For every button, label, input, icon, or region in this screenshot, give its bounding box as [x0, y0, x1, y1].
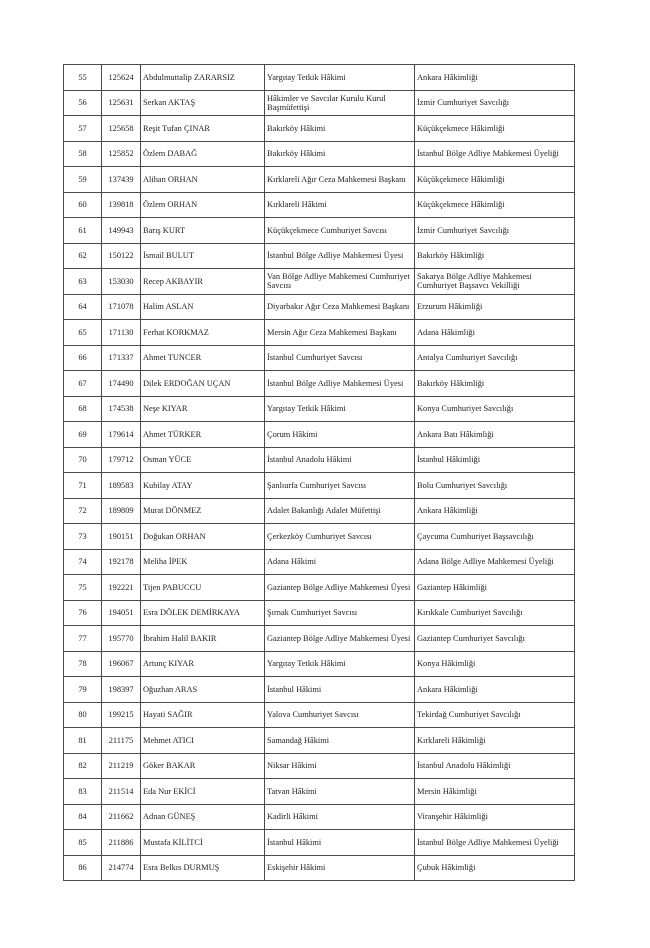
person-name: Barış KURT: [141, 218, 265, 244]
person-name: Özlem DABAĞ: [141, 141, 265, 167]
new-position: Ankara Batı Hâkimliği: [415, 422, 575, 448]
new-position: Bakırköy Hâkimliği: [415, 371, 575, 397]
person-name: Adnan GÜNEŞ: [141, 804, 265, 830]
current-position: Çorum Hâkimi: [265, 422, 415, 448]
registry-number: 198397: [102, 677, 141, 703]
new-position: Adana Hâkimliği: [415, 320, 575, 346]
table-row: [64, 243, 575, 269]
row-number: 61: [64, 218, 102, 244]
table-row: [64, 855, 575, 881]
registry-number: 211219: [102, 753, 141, 779]
registry-number: 125852: [102, 141, 141, 167]
person-name: Meliha İPEK: [141, 549, 265, 575]
current-position: Diyarbakır Ağır Ceza Mahkemesi Başkanı: [265, 294, 415, 320]
row-number: 85: [64, 830, 102, 856]
new-position: Viranşehir Hâkimliği: [415, 804, 575, 830]
person-name: Osman YÜCE: [141, 447, 265, 473]
registry-number: 139818: [102, 192, 141, 218]
table-row: [64, 447, 575, 473]
current-position: Mersin Ağır Ceza Mahkemesi Başkanı: [265, 320, 415, 346]
new-position: Çubuk Hâkimliği: [415, 855, 575, 881]
table-row: [64, 779, 575, 805]
registry-number: 194051: [102, 600, 141, 626]
registry-number: 125658: [102, 116, 141, 142]
new-position: Küçükçekmece Hâkimliği: [415, 167, 575, 193]
row-number: 64: [64, 294, 102, 320]
new-position: Erzurum Hâkimliği: [415, 294, 575, 320]
row-number: 71: [64, 473, 102, 499]
registry-number: 190151: [102, 524, 141, 550]
person-name: Murat DÖNMEZ: [141, 498, 265, 524]
new-position: Bolu Cumhuriyet Savcılığı: [415, 473, 575, 499]
registry-number: 189583: [102, 473, 141, 499]
person-name: İsmail BULUT: [141, 243, 265, 269]
new-position: Gaziantep Cumhuriyet Savcılığı: [415, 626, 575, 652]
registry-number: 211514: [102, 779, 141, 805]
row-number: 70: [64, 447, 102, 473]
registry-number: 137439: [102, 167, 141, 193]
row-number: 86: [64, 855, 102, 881]
row-number: 63: [64, 269, 102, 295]
current-position: Adana Hâkimi: [265, 549, 415, 575]
current-position: İstanbul Cumhuriyet Savcısı: [265, 345, 415, 371]
current-position: Adalet Bakanlığı Adalet Müfettişi: [265, 498, 415, 524]
current-position: Bakırköy Hâkimi: [265, 116, 415, 142]
person-name: Alihan ORHAN: [141, 167, 265, 193]
new-position: Antalya Cumhuriyet Savcılığı: [415, 345, 575, 371]
current-position: Gaziantep Bölge Adliye Mahkemesi Üyesi: [265, 575, 415, 601]
current-position: Yalova Cumhuriyet Savcısı: [265, 702, 415, 728]
current-position: İstanbul Anadolu Hâkimi: [265, 447, 415, 473]
new-position: Tekirdağ Cumhuriyet Savcılığı: [415, 702, 575, 728]
table-row: [64, 167, 575, 193]
person-name: Esra DÖLEK DEMİRKAYA: [141, 600, 265, 626]
current-position: Samandağ Hâkimi: [265, 728, 415, 754]
table-row: [64, 524, 575, 550]
table-row: [64, 396, 575, 422]
person-name: Mustafa KİLİTCİ: [141, 830, 265, 856]
table-row: [64, 192, 575, 218]
row-number: 74: [64, 549, 102, 575]
registry-number: 125624: [102, 65, 141, 91]
new-position: Konya Hâkimliği: [415, 651, 575, 677]
person-name: Artunç KIYAR: [141, 651, 265, 677]
new-position: Ankara Hâkimliği: [415, 498, 575, 524]
assignment-table: [63, 64, 575, 881]
person-name: Ahmet TUNCER: [141, 345, 265, 371]
current-position: Niksar Hâkimi: [265, 753, 415, 779]
current-position: Yargıtay Tetkik Hâkimi: [265, 651, 415, 677]
person-name: Ferhat KORKMAZ: [141, 320, 265, 346]
row-number: 55: [64, 65, 102, 91]
table-body: [64, 65, 575, 881]
registry-number: 125631: [102, 90, 141, 116]
table-row: [64, 702, 575, 728]
registry-number: 192221: [102, 575, 141, 601]
person-name: Esra Belkıs DURMUŞ: [141, 855, 265, 881]
current-position: İstanbul Hâkimi: [265, 830, 415, 856]
registry-number: 179614: [102, 422, 141, 448]
row-number: 66: [64, 345, 102, 371]
table-row: [64, 90, 575, 116]
table-row: [64, 473, 575, 499]
row-number: 84: [64, 804, 102, 830]
row-number: 69: [64, 422, 102, 448]
registry-number: 149943: [102, 218, 141, 244]
registry-number: 211662: [102, 804, 141, 830]
current-position: Şırnak Cumhuriyet Savcısı: [265, 600, 415, 626]
table-row: [64, 651, 575, 677]
person-name: Göker BAKAR: [141, 753, 265, 779]
registry-number: 174490: [102, 371, 141, 397]
table-row: [64, 626, 575, 652]
new-position: Küçükçekmece Hâkimliği: [415, 192, 575, 218]
current-position: Eskişehir Hâkimi: [265, 855, 415, 881]
person-name: Abdulmuttalip ZARARSIZ: [141, 65, 265, 91]
row-number: 73: [64, 524, 102, 550]
current-position: İstanbul Hâkimi: [265, 677, 415, 703]
registry-number: 171337: [102, 345, 141, 371]
current-position: Kırklareli Ağır Ceza Mahkemesi Başkanı: [265, 167, 415, 193]
row-number: 58: [64, 141, 102, 167]
row-number: 81: [64, 728, 102, 754]
new-position: İstanbul Bölge Adliye Mahkemesi Üyeliği: [415, 830, 575, 856]
table-row: [64, 371, 575, 397]
new-position: Bakırköy Hâkimliği: [415, 243, 575, 269]
registry-number: 179712: [102, 447, 141, 473]
row-number: 80: [64, 702, 102, 728]
new-position: İstanbul Hâkimliği: [415, 447, 575, 473]
person-name: Doğukan ORHAN: [141, 524, 265, 550]
person-name: Özlem ORHAN: [141, 192, 265, 218]
new-position: İzmir Cumhuriyet Savcılığı: [415, 218, 575, 244]
table-row: [64, 141, 575, 167]
new-position: Sakarya Bölge Adliye Mahkemesi Cumhuriyet Başsavcı Vekilliği: [415, 269, 575, 295]
registry-number: 192178: [102, 549, 141, 575]
current-position: Kırklareli Hâkimi: [265, 192, 415, 218]
current-position: Kadirli Hâkimi: [265, 804, 415, 830]
current-position: İstanbul Bölge Adliye Mahkemesi Üyesi: [265, 243, 415, 269]
registry-number: 211886: [102, 830, 141, 856]
person-name: Kubilay ATAY: [141, 473, 265, 499]
row-number: 56: [64, 90, 102, 116]
table-row: [64, 549, 575, 575]
registry-number: 195770: [102, 626, 141, 652]
person-name: İbrahim Halil BAKIR: [141, 626, 265, 652]
row-number: 59: [64, 167, 102, 193]
person-name: Dilek ERDOĞAN UÇAN: [141, 371, 265, 397]
row-number: 75: [64, 575, 102, 601]
current-position: Hâkimler ve Savcılar Kurulu Kurul Başmüfettişi: [265, 90, 415, 116]
current-position: Yargıtay Tetkik Hâkimi: [265, 396, 415, 422]
person-name: Oğuzhan ARAS: [141, 677, 265, 703]
table-row: [64, 320, 575, 346]
current-position: Bakırköy Hâkimi: [265, 141, 415, 167]
row-number: 79: [64, 677, 102, 703]
person-name: Hayati SAĞIR: [141, 702, 265, 728]
new-position: Küçükçekmece Hâkimliği: [415, 116, 575, 142]
table-row: [64, 498, 575, 524]
new-position: Kırıkkale Cumhuriyet Savcılığı: [415, 600, 575, 626]
row-number: 67: [64, 371, 102, 397]
table-row: [64, 116, 575, 142]
table-row: [64, 345, 575, 371]
new-position: İstanbul Anadolu Hâkimliği: [415, 753, 575, 779]
table-row: [64, 728, 575, 754]
table-row: [64, 269, 575, 295]
current-position: Çerkezköy Cumhuriyet Savcısı: [265, 524, 415, 550]
table-row: [64, 600, 575, 626]
new-position: Kırklareli Hâkimliği: [415, 728, 575, 754]
registry-number: 214774: [102, 855, 141, 881]
new-position: Ankara Hâkimliği: [415, 677, 575, 703]
new-position: Konya Cumhuriyet Savcılığı: [415, 396, 575, 422]
document-page: [63, 64, 574, 881]
current-position: Tatvan Hâkimi: [265, 779, 415, 805]
table-row: [64, 218, 575, 244]
person-name: Serkan AKTAŞ: [141, 90, 265, 116]
new-position: İstanbul Bölge Adliye Mahkemesi Üyeliği: [415, 141, 575, 167]
registry-number: 171130: [102, 320, 141, 346]
row-number: 65: [64, 320, 102, 346]
person-name: Reşit Tufan ÇINAR: [141, 116, 265, 142]
person-name: Neşe KIYAR: [141, 396, 265, 422]
row-number: 78: [64, 651, 102, 677]
person-name: Tijen PABUCCU: [141, 575, 265, 601]
registry-number: 171078: [102, 294, 141, 320]
table-row: [64, 575, 575, 601]
table-row: [64, 422, 575, 448]
registry-number: 150122: [102, 243, 141, 269]
new-position: İzmir Cumhuriyet Savcılığı: [415, 90, 575, 116]
table-row: [64, 294, 575, 320]
row-number: 82: [64, 753, 102, 779]
person-name: Recep AKBAYIR: [141, 269, 265, 295]
row-number: 62: [64, 243, 102, 269]
person-name: Halim ASLAN: [141, 294, 265, 320]
new-position: Ankara Hâkimliği: [415, 65, 575, 91]
registry-number: 153030: [102, 269, 141, 295]
registry-number: 174538: [102, 396, 141, 422]
table-row: [64, 804, 575, 830]
person-name: Eda Nur EKİCİ: [141, 779, 265, 805]
person-name: Mehmet ATICI: [141, 728, 265, 754]
new-position: Çaycuma Cumhuriyet Başsavcılığı: [415, 524, 575, 550]
row-number: 68: [64, 396, 102, 422]
registry-number: 189809: [102, 498, 141, 524]
table-row: [64, 677, 575, 703]
table-row: [64, 830, 575, 856]
row-number: 76: [64, 600, 102, 626]
new-position: Adana Bölge Adliye Mahkemesi Üyeliği: [415, 549, 575, 575]
table-row: [64, 65, 575, 91]
new-position: Gaziantep Hâkimliği: [415, 575, 575, 601]
table-row: [64, 753, 575, 779]
row-number: 83: [64, 779, 102, 805]
current-position: Küçükçekmece Cumhuriyet Savcısı: [265, 218, 415, 244]
row-number: 72: [64, 498, 102, 524]
current-position: Yargıtay Tetkik Hâkimi: [265, 65, 415, 91]
person-name: Ahmet TÜRKER: [141, 422, 265, 448]
registry-number: 199215: [102, 702, 141, 728]
row-number: 57: [64, 116, 102, 142]
current-position: İstanbul Bölge Adliye Mahkemesi Üyesi: [265, 371, 415, 397]
current-position: Van Bölge Adliye Mahkemesi Cumhuriyet Savcısı: [265, 269, 415, 295]
new-position: Mersin Hâkimliği: [415, 779, 575, 805]
current-position: Şanlıurfa Cumhuriyet Savcısı: [265, 473, 415, 499]
registry-number: 196067: [102, 651, 141, 677]
row-number: 77: [64, 626, 102, 652]
current-position: Gaziantep Bölge Adliye Mahkemesi Üyesi: [265, 626, 415, 652]
registry-number: 211175: [102, 728, 141, 754]
row-number: 60: [64, 192, 102, 218]
